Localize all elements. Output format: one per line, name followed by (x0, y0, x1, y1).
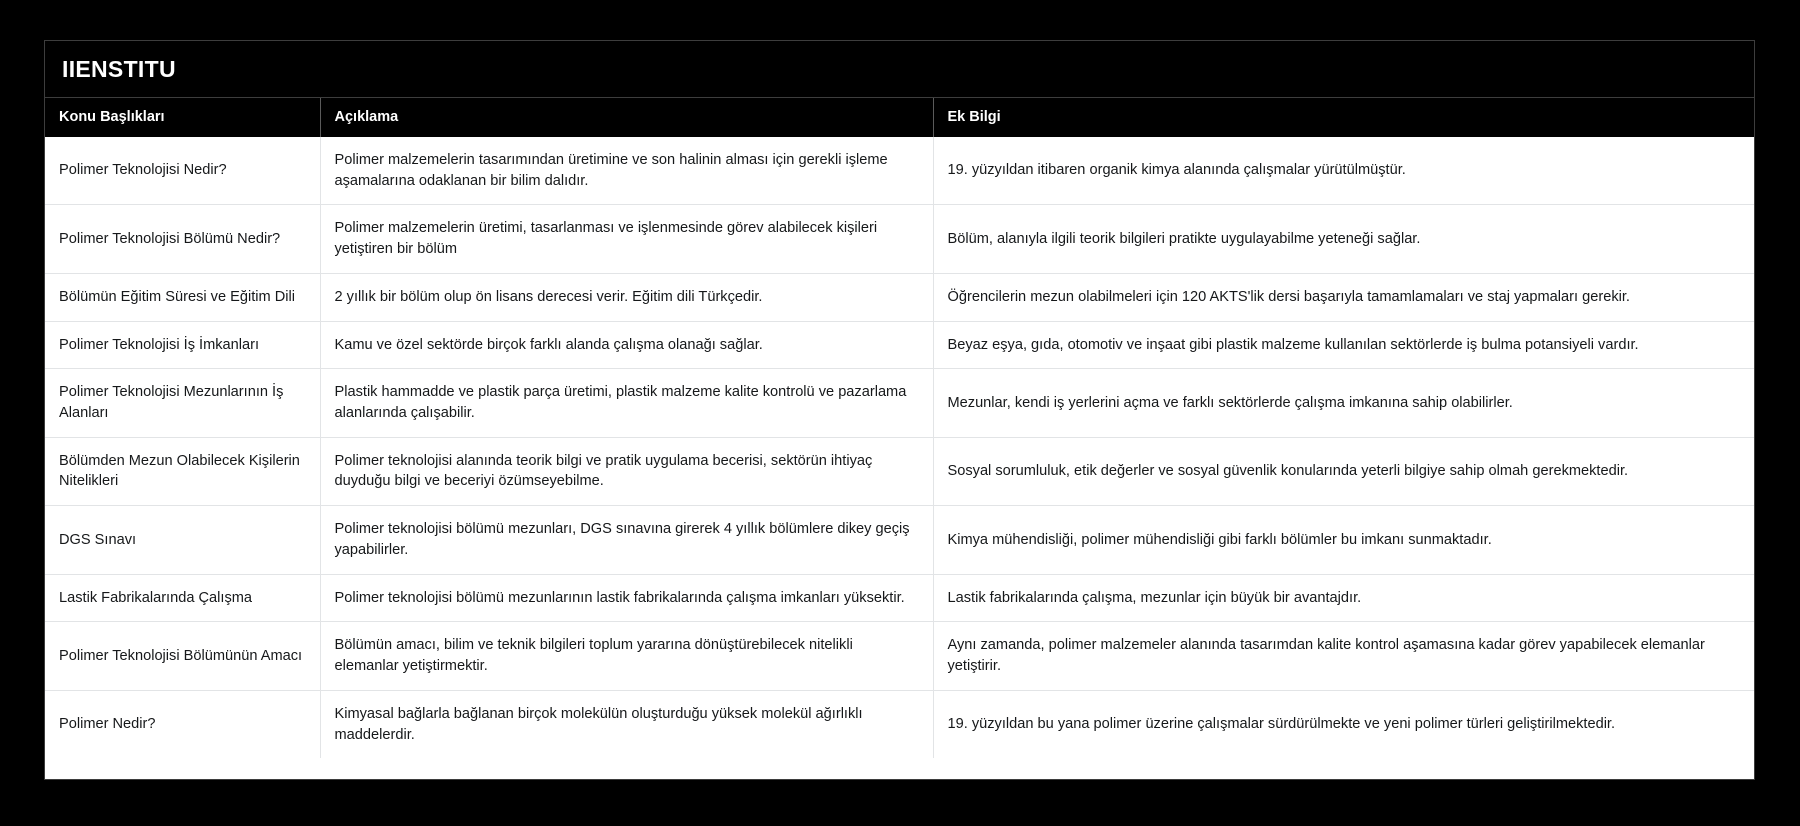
table-row (45, 506, 1754, 574)
cell-description: Bölümün amacı, bilim ve teknik bilgileri toplum yararına dönüştürebilecek nitelikli elemanlar yetiştirmektir. (320, 622, 933, 690)
info-table (45, 98, 1754, 758)
table-row (45, 574, 1754, 622)
table-row (45, 690, 1754, 758)
cell-topic: Bölümden Mezun Olabilecek Kişilerin Nitelikleri (45, 437, 320, 505)
table-row (45, 321, 1754, 369)
table-row (45, 437, 1754, 505)
brand-header (45, 41, 1754, 98)
cell-extra-info: Öğrencilerin mezun olabilmeleri için 120 AKTS'lik dersi başarıyla tamamlamaları ve staj yapmaları gerekir. (933, 273, 1754, 321)
cell-topic: Polimer Teknolojisi İş İmkanları (45, 321, 320, 369)
cell-extra-info: Bölüm, alanıyla ilgili teorik bilgileri pratikte uygulayabilme yeteneği sağlar. (933, 205, 1754, 273)
cell-topic: DGS Sınavı (45, 506, 320, 574)
cell-description: Polimer malzemelerin tasarımından üretimine ve son halinin alması için gerekli işleme aşamalarına odaklanan bir bilim dalıdır. (320, 137, 933, 205)
cell-description: Polimer teknolojisi bölümü mezunları, DGS sınavına girerek 4 yıllık bölümlere dikey geçiş yapabilirler. (320, 506, 933, 574)
cell-topic: Polimer Teknolojisi Mezunlarının İş Alanları (45, 369, 320, 437)
cell-description: Polimer teknolojisi alanında teorik bilgi ve pratik uygulama becerisi, sektörün ihtiyaç duyduğu bilgi ve beceriyi özümseyebilme. (320, 437, 933, 505)
cell-topic: Polimer Nedir? (45, 690, 320, 758)
cell-topic: Polimer Teknolojisi Bölümünün Amacı (45, 622, 320, 690)
column-header-description: Açıklama (320, 98, 933, 137)
cell-extra-info: Sosyal sorumluluk, etik değerler ve sosyal güvenlik konularında yeterli bilgiye sahip olmah gerekmektedir. (933, 437, 1754, 505)
table-head (45, 98, 1754, 137)
cell-description: Polimer teknolojisi bölümü mezunlarının lastik fabrikalarında çalışma imkanları yüksektir. (320, 574, 933, 622)
table-row (45, 369, 1754, 437)
cell-description: 2 yıllık bir bölüm olup ön lisans derecesi verir. Eğitim dili Türkçedir. (320, 273, 933, 321)
cell-description: Kamu ve özel sektörde birçok farklı alanda çalışma olanağı sağlar. (320, 321, 933, 369)
cell-topic: Bölümün Eğitim Süresi ve Eğitim Dili (45, 273, 320, 321)
table-row (45, 622, 1754, 690)
cell-extra-info: Kimya mühendisliği, polimer mühendisliği gibi farklı bölümler bu imkanı sunmaktadır. (933, 506, 1754, 574)
cell-topic: Polimer Teknolojisi Nedir? (45, 137, 320, 205)
table-row (45, 205, 1754, 273)
brand-title: IIENSTITU (62, 55, 176, 82)
cell-extra-info: Aynı zamanda, polimer malzemeler alanında tasarımdan kalite kontrol aşamasına kadar görev yapabilecek elemanlar yetiştirir. (933, 622, 1754, 690)
cell-description: Kimyasal bağlarla bağlanan birçok molekülün oluşturduğu yüksek molekül ağırlıklı maddelerdir. (320, 690, 933, 758)
cell-description: Polimer malzemelerin üretimi, tasarlanması ve işlenmesinde görev alabilecek kişileri yetiştiren bir bölüm (320, 205, 933, 273)
cell-description: Plastik hammadde ve plastik parça üretimi, plastik malzeme kalite kontrolü ve pazarlama alanlarında çalışabilir. (320, 369, 933, 437)
cell-extra-info: Lastik fabrikalarında çalışma, mezunlar için büyük bir avantajdır. (933, 574, 1754, 622)
column-header-extra-info: Ek Bilgi (933, 98, 1754, 137)
cell-topic: Polimer Teknolojisi Bölümü Nedir? (45, 205, 320, 273)
table-row (45, 273, 1754, 321)
info-table-card (44, 40, 1755, 780)
table-body (45, 137, 1754, 758)
cell-extra-info: Mezunlar, kendi iş yerlerini açma ve farklı sektörlerde çalışma imkanına sahip olabilirler. (933, 369, 1754, 437)
table-scroll-area (45, 98, 1754, 779)
cell-extra-info: Beyaz eşya, gıda, otomotiv ve inşaat gibi plastik malzeme kullanılan sektörlerde iş bulma potansiyeli vardır. (933, 321, 1754, 369)
table-row (45, 137, 1754, 205)
cell-extra-info: 19. yüzyıldan itibaren organik kimya alanında çalışmalar yürütülmüştür. (933, 137, 1754, 205)
table-header-row (45, 98, 1754, 137)
cell-topic: Lastik Fabrikalarında Çalışma (45, 574, 320, 622)
cell-extra-info: 19. yüzyıldan bu yana polimer üzerine çalışmalar sürdürülmekte ve yeni polimer türleri geliştirilmektedir. (947, 716, 1616, 733)
column-header-topic: Konu Başlıkları (45, 98, 320, 137)
